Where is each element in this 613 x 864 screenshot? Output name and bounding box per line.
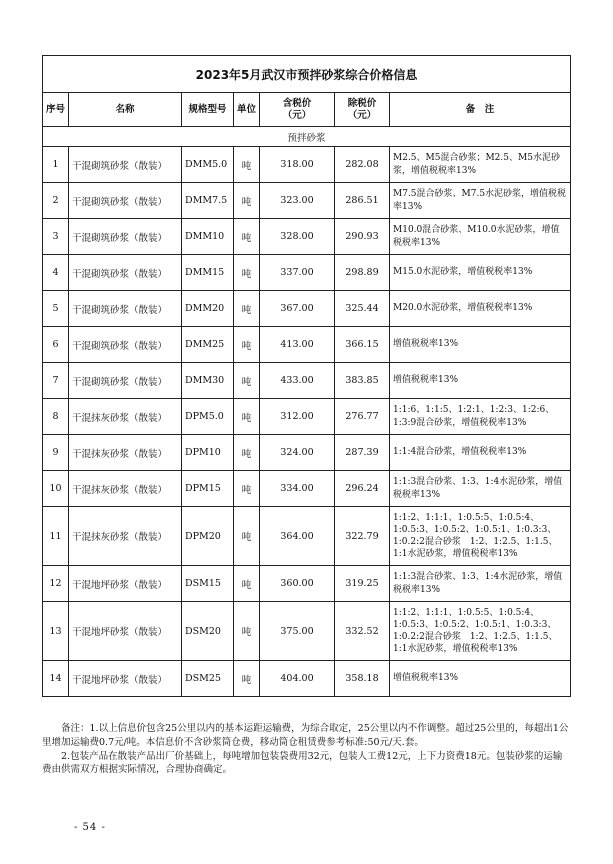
row-unit: 吨	[234, 147, 260, 183]
row-note: M10.0混合砂浆、M10.0水泥砂浆，增值税税率13%	[390, 219, 571, 255]
row-note: 1:1:2、1:1:1、1:0.5:5、1:0.5:4、1:0.5:3、1:0.5:2、1:0.5:1、1:0.3:3、1:0.2:2混合砂浆 1:2、1:2.5、1:1.5、1:1水泥砂浆，增值税税率13%	[390, 602, 571, 661]
header-tax-price	[260, 93, 335, 127]
header-ex-tax-price-unit: （元）	[347, 109, 377, 121]
row-spec: DPM5.0	[182, 399, 234, 435]
table-row	[43, 147, 571, 183]
row-ex-tax-price: 383.85	[335, 363, 390, 399]
row-note: 增值税税率13%	[390, 363, 571, 399]
row-name: 干混砌筑砂浆（散装）	[69, 327, 182, 363]
row-name: 干混砌筑砂浆（散装）	[69, 291, 182, 327]
row-name: 干混砌筑砂浆（散装）	[69, 183, 182, 219]
row-spec: DMM15	[182, 255, 234, 291]
row-name: 干混地坪砂浆（散装）	[69, 602, 182, 661]
row-unit: 吨	[234, 183, 260, 219]
row-name: 干混地坪砂浆（散装）	[69, 661, 182, 697]
footnote-1: 备注：1.以上信息价包含25公里以内的基本运距运输费，为综合取定，25公里以内不作调整。超过25公里的，每超出1公里增加运输费0.7元/吨。本信息价不含砂浆筒仓费，移动筒仓租赁费参考标准:50元/天.套。	[42, 723, 569, 748]
row-ex-tax-price: 322.79	[335, 507, 390, 566]
category-row	[43, 127, 571, 147]
row-no: 1	[43, 147, 69, 183]
row-no: 4	[43, 255, 69, 291]
table-row	[43, 327, 571, 363]
row-ex-tax-price: 298.89	[335, 255, 390, 291]
table-title-row	[43, 56, 571, 93]
row-ex-tax-price: 282.08	[335, 147, 390, 183]
row-tax-price: 318.00	[260, 147, 335, 183]
row-spec: DPM10	[182, 435, 234, 471]
row-tax-price: 367.00	[260, 291, 335, 327]
row-note: M15.0水泥砂浆，增值税税率13%	[390, 255, 571, 291]
row-tax-price: 375.00	[260, 602, 335, 661]
table-row	[43, 471, 571, 507]
row-ex-tax-price: 332.52	[335, 602, 390, 661]
header-tax-price-unit: （元）	[282, 109, 312, 121]
row-name: 干混抹灰砂浆（散装）	[69, 399, 182, 435]
row-no: 6	[43, 327, 69, 363]
row-note: 增值税税率13%	[390, 327, 571, 363]
row-spec: DMM5.0	[182, 147, 234, 183]
table-row	[43, 435, 571, 471]
header-note: 备 注	[390, 93, 571, 127]
row-spec: DMM30	[182, 363, 234, 399]
row-unit: 吨	[234, 399, 260, 435]
row-name: 干混地坪砂浆（散装）	[69, 566, 182, 602]
row-spec: DSM25	[182, 661, 234, 697]
row-spec: DMM10	[182, 219, 234, 255]
row-tax-price: 312.00	[260, 399, 335, 435]
table-row	[43, 661, 571, 697]
row-note: 1:1:6、1:1:5、1:2:1、1:2:3、1:2:6、1:3:9混合砂浆，增值税税率13%	[390, 399, 571, 435]
row-unit: 吨	[234, 363, 260, 399]
row-note: M20.0水泥砂浆，增值税税率13%	[390, 291, 571, 327]
page-number: - 54 -	[74, 822, 106, 833]
row-unit: 吨	[234, 327, 260, 363]
price-table	[42, 55, 571, 697]
row-name: 干混抹灰砂浆（散装）	[69, 435, 182, 471]
row-ex-tax-price: 325.44	[335, 291, 390, 327]
row-name: 干混砌筑砂浆（散装）	[69, 363, 182, 399]
row-no: 7	[43, 363, 69, 399]
category-label: 预拌砂浆	[43, 127, 571, 147]
row-spec: DMM7.5	[182, 183, 234, 219]
row-unit: 吨	[234, 435, 260, 471]
footnotes	[42, 722, 570, 777]
row-ex-tax-price: 358.18	[335, 661, 390, 697]
table-row	[43, 602, 571, 661]
row-no: 13	[43, 602, 69, 661]
row-note: M7.5混合砂浆、M7.5水泥砂浆，增值税税率13%	[390, 183, 571, 219]
row-unit: 吨	[234, 602, 260, 661]
row-no: 11	[43, 507, 69, 566]
row-no: 12	[43, 566, 69, 602]
row-tax-price: 337.00	[260, 255, 335, 291]
table-row	[43, 219, 571, 255]
table-row	[43, 363, 571, 399]
row-ex-tax-price: 296.24	[335, 471, 390, 507]
row-note: 1:1:3混合砂浆、1:3、1:4水泥砂浆，增值税税率13%	[390, 471, 571, 507]
row-unit: 吨	[234, 471, 260, 507]
row-note: 1:1:4混合砂浆，增值税税率13%	[390, 435, 571, 471]
table-row	[43, 566, 571, 602]
row-tax-price: 404.00	[260, 661, 335, 697]
row-tax-price: 433.00	[260, 363, 335, 399]
header-no: 序号	[43, 93, 69, 127]
header-ex-tax-price	[335, 93, 390, 127]
row-note: 1:1:3混合砂浆、1:3、1:4水泥砂浆，增值税税率13%	[390, 566, 571, 602]
row-tax-price: 413.00	[260, 327, 335, 363]
table-row	[43, 183, 571, 219]
row-ex-tax-price: 286.51	[335, 183, 390, 219]
row-name: 干混抹灰砂浆（散装）	[69, 507, 182, 566]
row-spec: DMM20	[182, 291, 234, 327]
row-name: 干混抹灰砂浆（散装）	[69, 471, 182, 507]
row-tax-price: 328.00	[260, 219, 335, 255]
row-note: M2.5、M5混合砂浆；M2.5、M5水泥砂浆，增值税税率13%	[390, 147, 571, 183]
table-row	[43, 399, 571, 435]
row-note: 增值税税率13%	[390, 661, 571, 697]
row-ex-tax-price: 290.93	[335, 219, 390, 255]
table-row	[43, 507, 571, 566]
row-name: 干混砌筑砂浆（散装）	[69, 147, 182, 183]
row-no: 9	[43, 435, 69, 471]
row-name: 干混砌筑砂浆（散装）	[69, 219, 182, 255]
header-ex-tax-price-label: 除税价	[347, 97, 377, 109]
row-ex-tax-price: 319.25	[335, 566, 390, 602]
row-no: 2	[43, 183, 69, 219]
row-no: 5	[43, 291, 69, 327]
row-note: 1:1:2、1:1:1、1:0.5:5、1:0.5:4、1:0.5:3、1:0.5:2、1:0.5:1、1:0.3:3、1:0.2:2混合砂浆 1:2、1:2.5、1:1.5、1:1水泥砂浆，增值税税率13%	[390, 507, 571, 566]
row-unit: 吨	[234, 291, 260, 327]
header-tax-price-label: 含税价	[282, 97, 312, 109]
row-name: 干混砌筑砂浆（散装）	[69, 255, 182, 291]
footnote-2: 2.包装产品在散装产品出厂价基础上，每吨增加包装袋费用32元，包装人工费12元，上下力资费18元。包装砂浆的运输费由供需双方根据实际情况，合理协商确定。	[42, 750, 563, 776]
row-spec: DSM15	[182, 566, 234, 602]
header-name: 名称	[69, 93, 182, 127]
row-tax-price: 360.00	[260, 566, 335, 602]
row-ex-tax-price: 276.77	[335, 399, 390, 435]
row-no: 10	[43, 471, 69, 507]
row-spec: DPM15	[182, 471, 234, 507]
row-tax-price: 334.00	[260, 471, 335, 507]
table-header-row	[43, 93, 571, 127]
row-ex-tax-price: 287.39	[335, 435, 390, 471]
row-tax-price: 324.00	[260, 435, 335, 471]
row-unit: 吨	[234, 566, 260, 602]
row-unit: 吨	[234, 661, 260, 697]
row-unit: 吨	[234, 255, 260, 291]
row-spec: DMM25	[182, 327, 234, 363]
row-spec: DPM20	[182, 507, 234, 566]
row-no: 8	[43, 399, 69, 435]
table-row	[43, 291, 571, 327]
row-spec: DSM20	[182, 602, 234, 661]
row-ex-tax-price: 366.15	[335, 327, 390, 363]
table-row	[43, 255, 571, 291]
row-tax-price: 323.00	[260, 183, 335, 219]
row-no: 3	[43, 219, 69, 255]
table-title: 2023年5月武汉市预拌砂浆综合价格信息	[43, 56, 571, 93]
header-unit: 单位	[234, 93, 260, 127]
row-unit: 吨	[234, 507, 260, 566]
row-unit: 吨	[234, 219, 260, 255]
row-no: 14	[43, 661, 69, 697]
row-tax-price: 364.00	[260, 507, 335, 566]
header-spec: 规格型号	[182, 93, 234, 127]
